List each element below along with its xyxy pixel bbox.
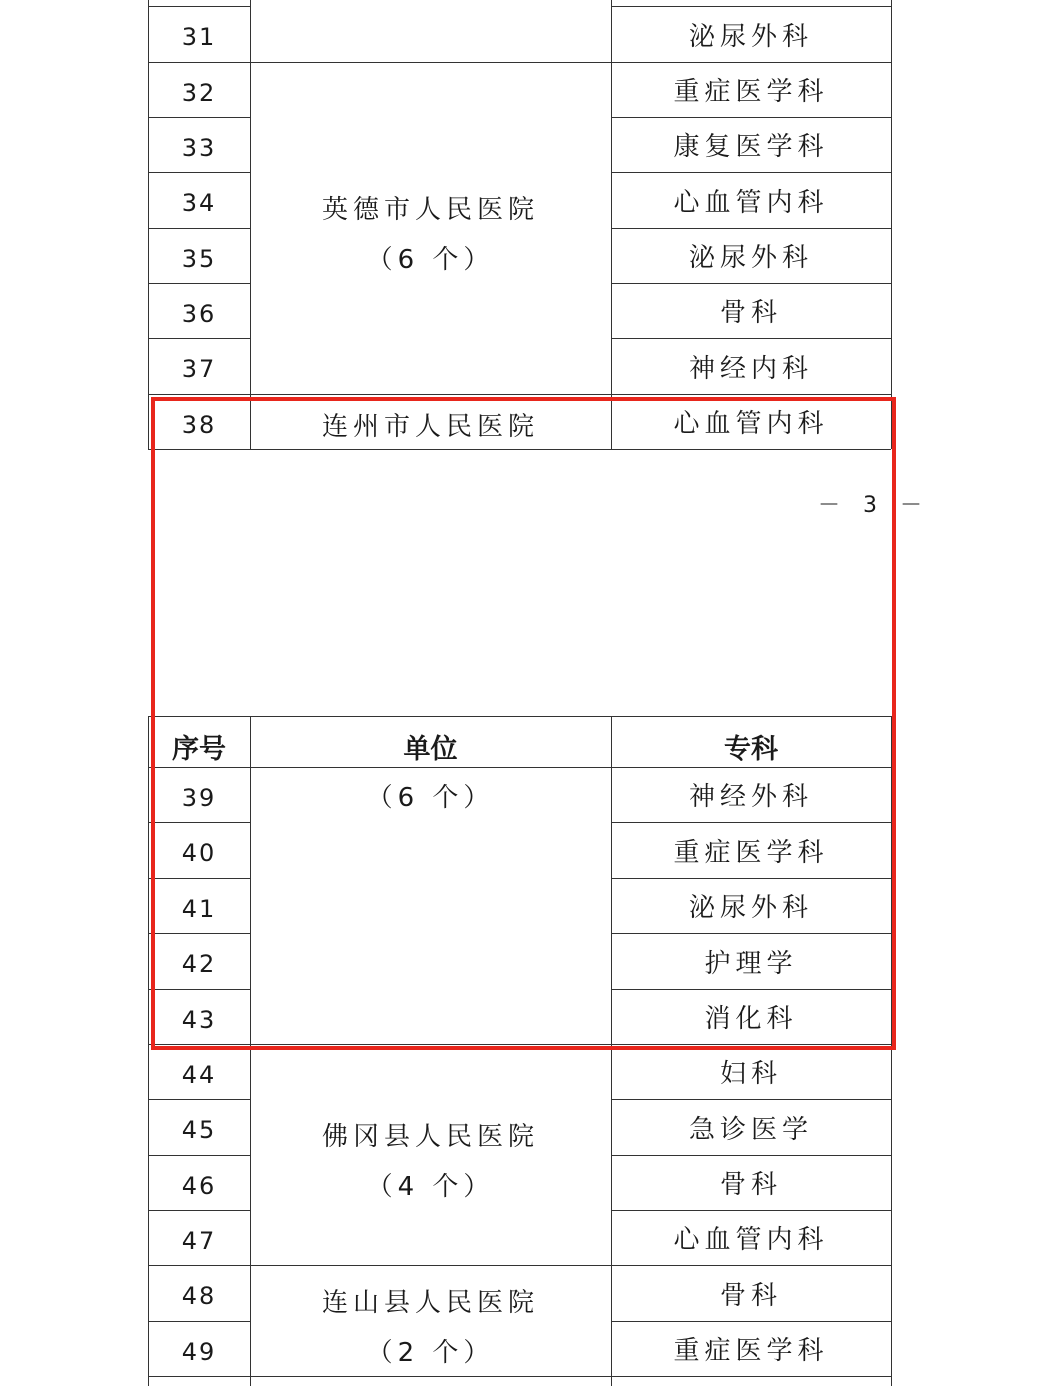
unit-count: （6 个） — [366, 245, 495, 275]
specialty-cell: 骨科 — [719, 1280, 782, 1311]
specialty-cell: 妇科 — [719, 1059, 782, 1089]
unit-count: （2 个） — [366, 1338, 495, 1368]
col-divider — [891, 0, 892, 449]
header-seq: 序号 — [172, 733, 226, 765]
seq-cell: 48 — [181, 1282, 217, 1310]
seq-cell: 39 — [181, 783, 217, 812]
specialty-cell: 重症医学科 — [673, 837, 829, 868]
highlight-box — [151, 397, 896, 1050]
seq-cell: 47 — [181, 1226, 217, 1255]
seq-cell: 40 — [181, 839, 217, 867]
specialty-cell: 消化科 — [704, 1004, 798, 1034]
specialty-cell: 骨科 — [719, 298, 782, 328]
seq-cell: 34 — [181, 189, 217, 217]
unit-name: 连山县人民医院 — [321, 1288, 539, 1318]
specialty-cell: 神经内科 — [688, 353, 813, 384]
specialty-cell: 康复医学科 — [673, 132, 829, 162]
seq-cell: 45 — [181, 1116, 217, 1144]
specialty-cell: 骨科 — [719, 1170, 782, 1200]
unit-cell-fogang — [250, 1107, 611, 1217]
seq-cell: 36 — [181, 299, 217, 328]
seq-cell: 46 — [181, 1171, 217, 1200]
seq-cell: 35 — [181, 244, 217, 273]
specialty-cell: 重症医学科 — [673, 77, 829, 107]
specialty-cell: 泌尿外科 — [688, 21, 813, 52]
specialty-cell: 急诊医学 — [688, 1114, 813, 1145]
unit-count: （6 个） — [366, 783, 495, 813]
unit-cell-lianshan — [250, 1273, 611, 1383]
header-specialty: 专科 — [724, 733, 778, 765]
specialty-cell: 心血管内科 — [673, 409, 829, 439]
seq-cell: 32 — [181, 78, 217, 107]
specialty-cell: 神经外科 — [688, 782, 813, 812]
unit-name: 英德市人民医院 — [321, 195, 539, 225]
seq-cell: 37 — [181, 355, 217, 383]
seq-cell: 44 — [181, 1060, 217, 1089]
specialty-cell: 泌尿外科 — [688, 243, 813, 273]
unit-name: 佛冈县人民医院 — [321, 1122, 539, 1152]
seq-cell: 38 — [181, 410, 217, 439]
specialty-cell: 护理学 — [704, 948, 798, 979]
page-number: － 3 － — [818, 493, 930, 518]
seq-cell: 41 — [181, 894, 217, 923]
seq-cell: 31 — [181, 23, 217, 51]
header-unit: 单位 — [403, 733, 458, 765]
unit-count: （4 个） — [366, 1172, 495, 1202]
unit-name: 连州市人民医院 — [321, 412, 539, 442]
specialty-cell: 泌尿外科 — [688, 893, 813, 923]
seq-cell: 43 — [181, 1005, 217, 1034]
unit-cell-yingde — [250, 180, 611, 290]
row-divider — [148, 6, 250, 7]
specialty-cell: 心血管内科 — [673, 187, 829, 218]
seq-cell: 42 — [181, 950, 217, 978]
specialty-cell: 重症医学科 — [673, 1336, 829, 1366]
seq-cell: 33 — [181, 133, 217, 162]
specialty-cell: 心血管内科 — [673, 1225, 829, 1255]
seq-cell: 49 — [181, 1337, 217, 1366]
